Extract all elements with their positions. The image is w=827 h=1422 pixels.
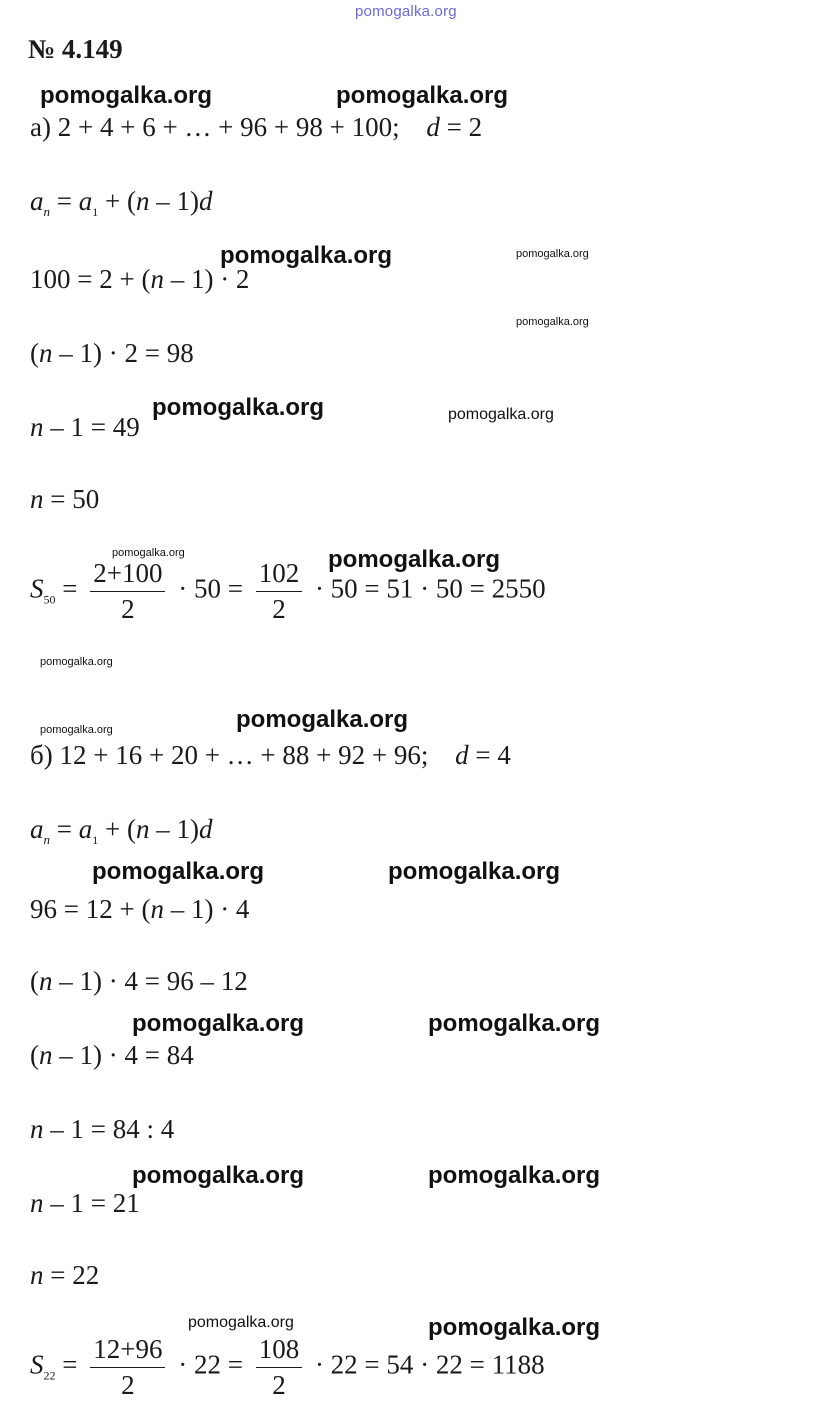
part-a-step-2: (n – 1) · 2 = 98	[30, 338, 194, 368]
part-b-step-6: n = 22	[30, 1260, 100, 1290]
watermark: pomogalka.org	[428, 1162, 601, 1189]
watermark: pomogalka.org	[188, 1314, 294, 1331]
part-b-series: б) 12 + 16 + 20 + … + 88 + 92 + 96; d = 4	[30, 740, 511, 770]
fraction: $\frac{108}{2}$	[256, 1334, 303, 1401]
problem-number: № 4.149	[28, 34, 123, 64]
part-b-step-5: n – 1 = 21	[30, 1188, 140, 1218]
watermark: pomogalka.org	[236, 706, 409, 733]
part-a-formula: $a_n = a_1 + (n - 1)d$	[30, 186, 213, 219]
part-b-step-3: (n – 1) · 4 = 84	[30, 1040, 194, 1070]
part-a-sum: $S_{50}$ = $\frac{2+100}{2}$ · 50 = $\frac{102}{2}$ · 50 = 51 · 50 = 2550	[30, 558, 546, 624]
part-a-series: а) 2 + 4 + 6 + … + 96 + 98 + 100; d = 2	[30, 112, 483, 142]
watermark: pomogalka.org	[428, 1010, 601, 1037]
part-b-sum: $S_{22}$ = $\frac{12+96}{2}$ · 22 = $\frac{108}{2}$ · 22 = 54 · 22 = 1188	[30, 1334, 545, 1400]
watermark: pomogalka.org	[40, 82, 213, 109]
watermark: pomogalka.org	[40, 656, 113, 668]
watermark-top: pomogalka.org	[355, 3, 457, 20]
part-b-step-1: 96 = 12 + (n – 1) · 4	[30, 894, 250, 924]
watermark: pomogalka.org	[132, 1010, 305, 1037]
part-b-step-2: (n – 1) · 4 = 96 – 12	[30, 966, 248, 996]
watermark: pomogalka.org	[220, 242, 393, 269]
part-b-step-4: n – 1 = 84 : 4	[30, 1114, 175, 1144]
watermark: pomogalka.org	[388, 858, 561, 885]
part-b-formula: $a_n = a_1 + (n - 1)d$	[30, 814, 213, 847]
fraction: $\frac{102}{2}$	[256, 558, 303, 625]
watermark: pomogalka.org	[336, 82, 509, 109]
fraction: $\frac{12+96}{2}$	[90, 1334, 165, 1401]
watermark: pomogalka.org	[516, 316, 589, 328]
watermark: pomogalka.org	[516, 248, 589, 260]
fraction: $\frac{2+100}{2}$	[90, 558, 165, 625]
part-a-step-1: 100 = 2 + (n – 1) · 2	[30, 264, 250, 294]
watermark: pomogalka.org	[132, 1162, 305, 1189]
watermark: pomogalka.org	[112, 547, 185, 559]
part-a-step-3: n – 1 = 49	[30, 412, 140, 442]
watermark: pomogalka.org	[448, 406, 554, 423]
watermark: pomogalka.org	[428, 1314, 601, 1341]
watermark: pomogalka.org	[152, 394, 325, 421]
watermark: pomogalka.org	[328, 546, 501, 573]
watermark: pomogalka.org	[92, 858, 265, 885]
watermark: pomogalka.org	[40, 724, 113, 736]
part-a-step-4: n = 50	[30, 484, 100, 514]
